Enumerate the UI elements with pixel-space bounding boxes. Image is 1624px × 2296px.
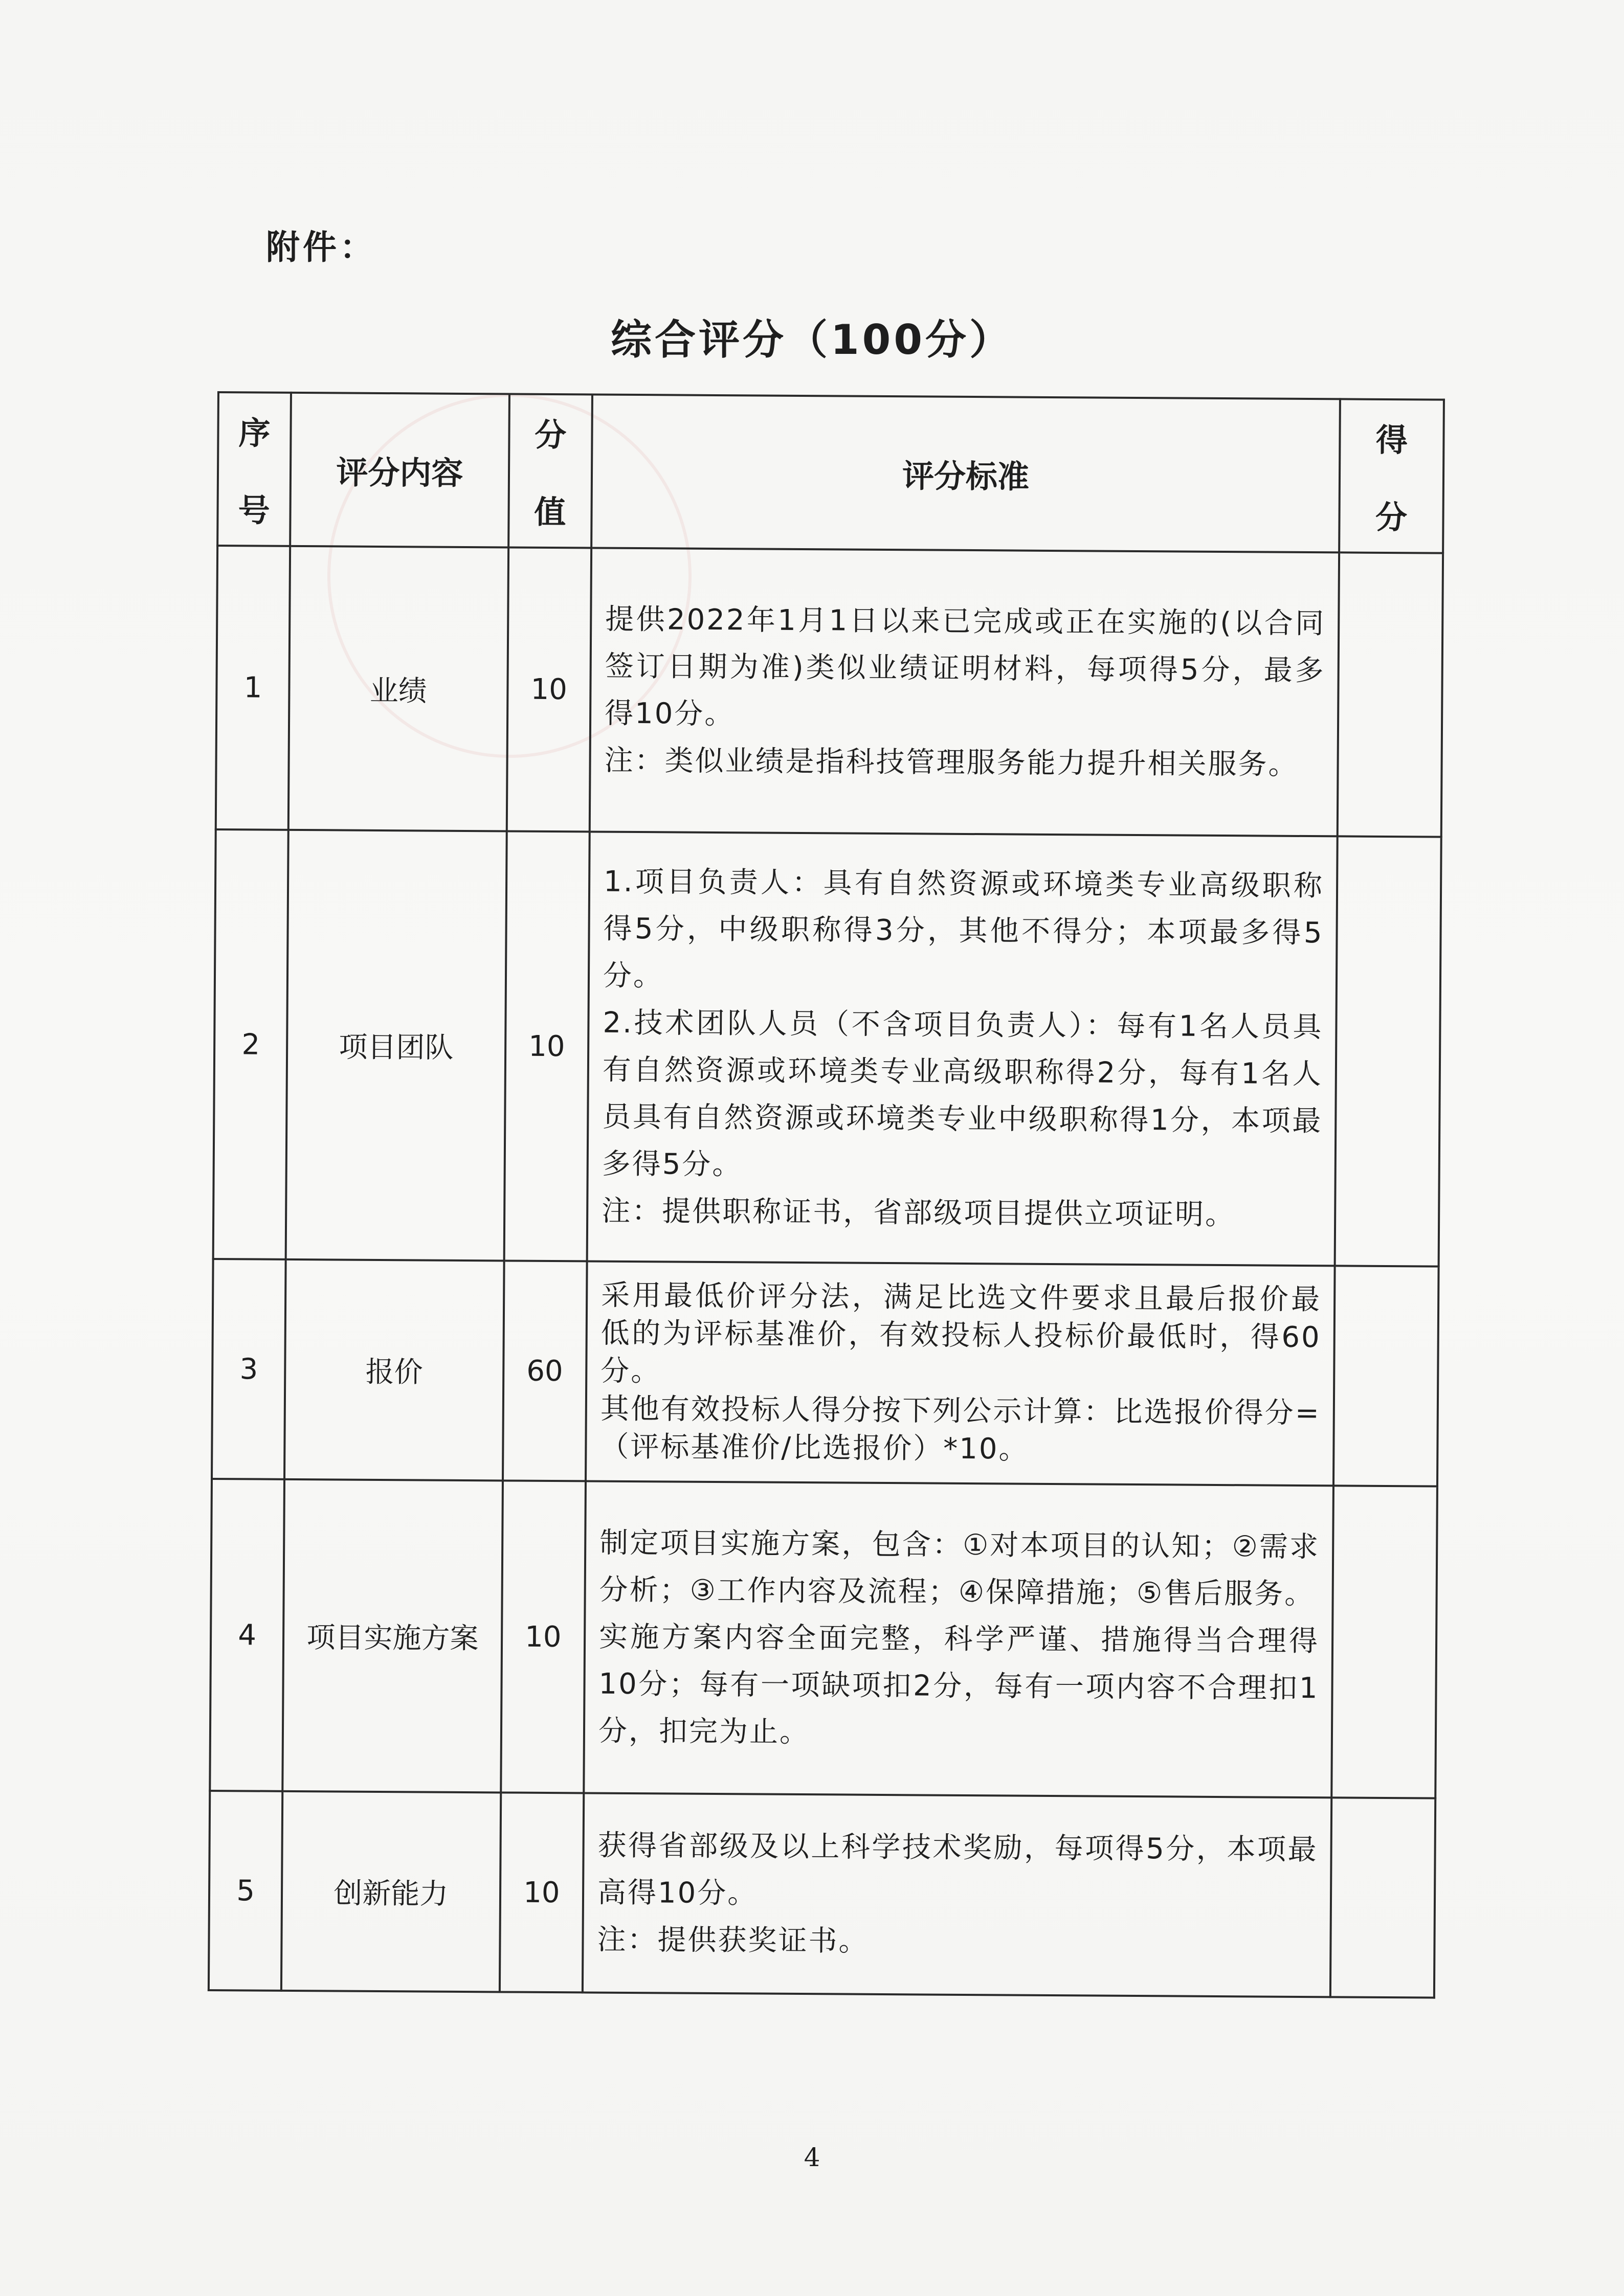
table-row	[212, 1259, 1439, 1487]
row-score-obtained-cell[interactable]	[1333, 1266, 1439, 1486]
row-serial-number: 2	[213, 829, 288, 1259]
row-scoring-item: 业绩	[288, 546, 508, 831]
row-scoring-item: 项目团队	[286, 830, 507, 1261]
row-point-value: 10	[506, 547, 591, 831]
row-serial-number: 4	[210, 1479, 284, 1791]
row-point-value: 60	[503, 1260, 587, 1481]
row-point-value: 10	[499, 1792, 584, 1992]
row-score-obtained-cell[interactable]	[1338, 552, 1443, 837]
row-scoring-item: 报价	[284, 1259, 504, 1481]
row-scoring-criteria: 采用最低价评分法，满足比选文件要求且最后报价最低的为评标基准价，有效投标人投标价最低时，得60分。 其他有效投标人得分按下列公示计算：比选报价得分=（评标基准价/比选报价）*10。	[586, 1261, 1335, 1485]
row-scoring-criteria: 1.项目负责人：具有自然资源或环境类专业高级职称得5分，中级职称得3分，其他不得分；本项最多得5分。 2.技术团队人员（不含项目负责人）：每有1名人员具有自然资源或环境类专业高级职称得2分，每有1名人员具有自然资源或环境类专业中级职称得1分，本项最多得5分。 注：提供职称证书，省部级项目提供立项证明。	[587, 831, 1338, 1266]
table-header-row	[217, 392, 1444, 553]
row-score-obtained-cell[interactable]	[1335, 836, 1441, 1266]
row-scoring-item: 项目实施方案	[282, 1479, 502, 1793]
table-row	[209, 1791, 1435, 1998]
header-serial-number: 序 号	[217, 392, 291, 546]
row-scoring-criteria: 制定项目实施方案，包含：①对本项目的认知；②需求分析；③工作内容及流程；④保障措施；⑤售后服务。 实施方案内容全面完整，科学严谨、措施得当合理得10分；每有一项缺项扣2分，每有一项内容不合理扣1分，扣完为止。	[584, 1481, 1333, 1797]
row-score-obtained-cell[interactable]	[1331, 1485, 1437, 1798]
row-serial-number: 3	[212, 1259, 286, 1479]
row-scoring-criteria: 提供2022年1月1日以来已完成或正在实施的(以合同签订日期为准)类似业绩证明材料，每项得5分，最多得10分。 注：类似业绩是指科技管理服务能力提升相关服务。	[590, 548, 1339, 836]
row-scoring-criteria: 获得省部级及以上科学技术奖励，每项得5分，本项最高得10分。 注：提供获奖证书。	[583, 1793, 1331, 1997]
page-number: 4	[804, 2143, 820, 2172]
header-point-value: 分 值	[508, 394, 592, 548]
header-scoring-criteria: 评分标准	[591, 394, 1340, 552]
row-point-value: 10	[504, 831, 590, 1261]
scoring-table	[208, 391, 1445, 1999]
header-scoring-item: 评分内容	[290, 393, 509, 548]
table-row	[216, 546, 1443, 837]
row-serial-number: 5	[209, 1791, 283, 1991]
row-scoring-item: 创新能力	[281, 1791, 501, 1992]
table-row	[210, 1479, 1437, 1798]
document-title: 综合评分（100分）	[611, 316, 1013, 364]
attachment-label: 附件：	[266, 228, 376, 267]
row-score-obtained-cell[interactable]	[1330, 1797, 1435, 1997]
header-score-obtained: 得 分	[1339, 399, 1444, 553]
row-point-value: 10	[501, 1480, 586, 1793]
row-serial-number: 1	[216, 546, 291, 830]
table-row	[213, 829, 1441, 1267]
